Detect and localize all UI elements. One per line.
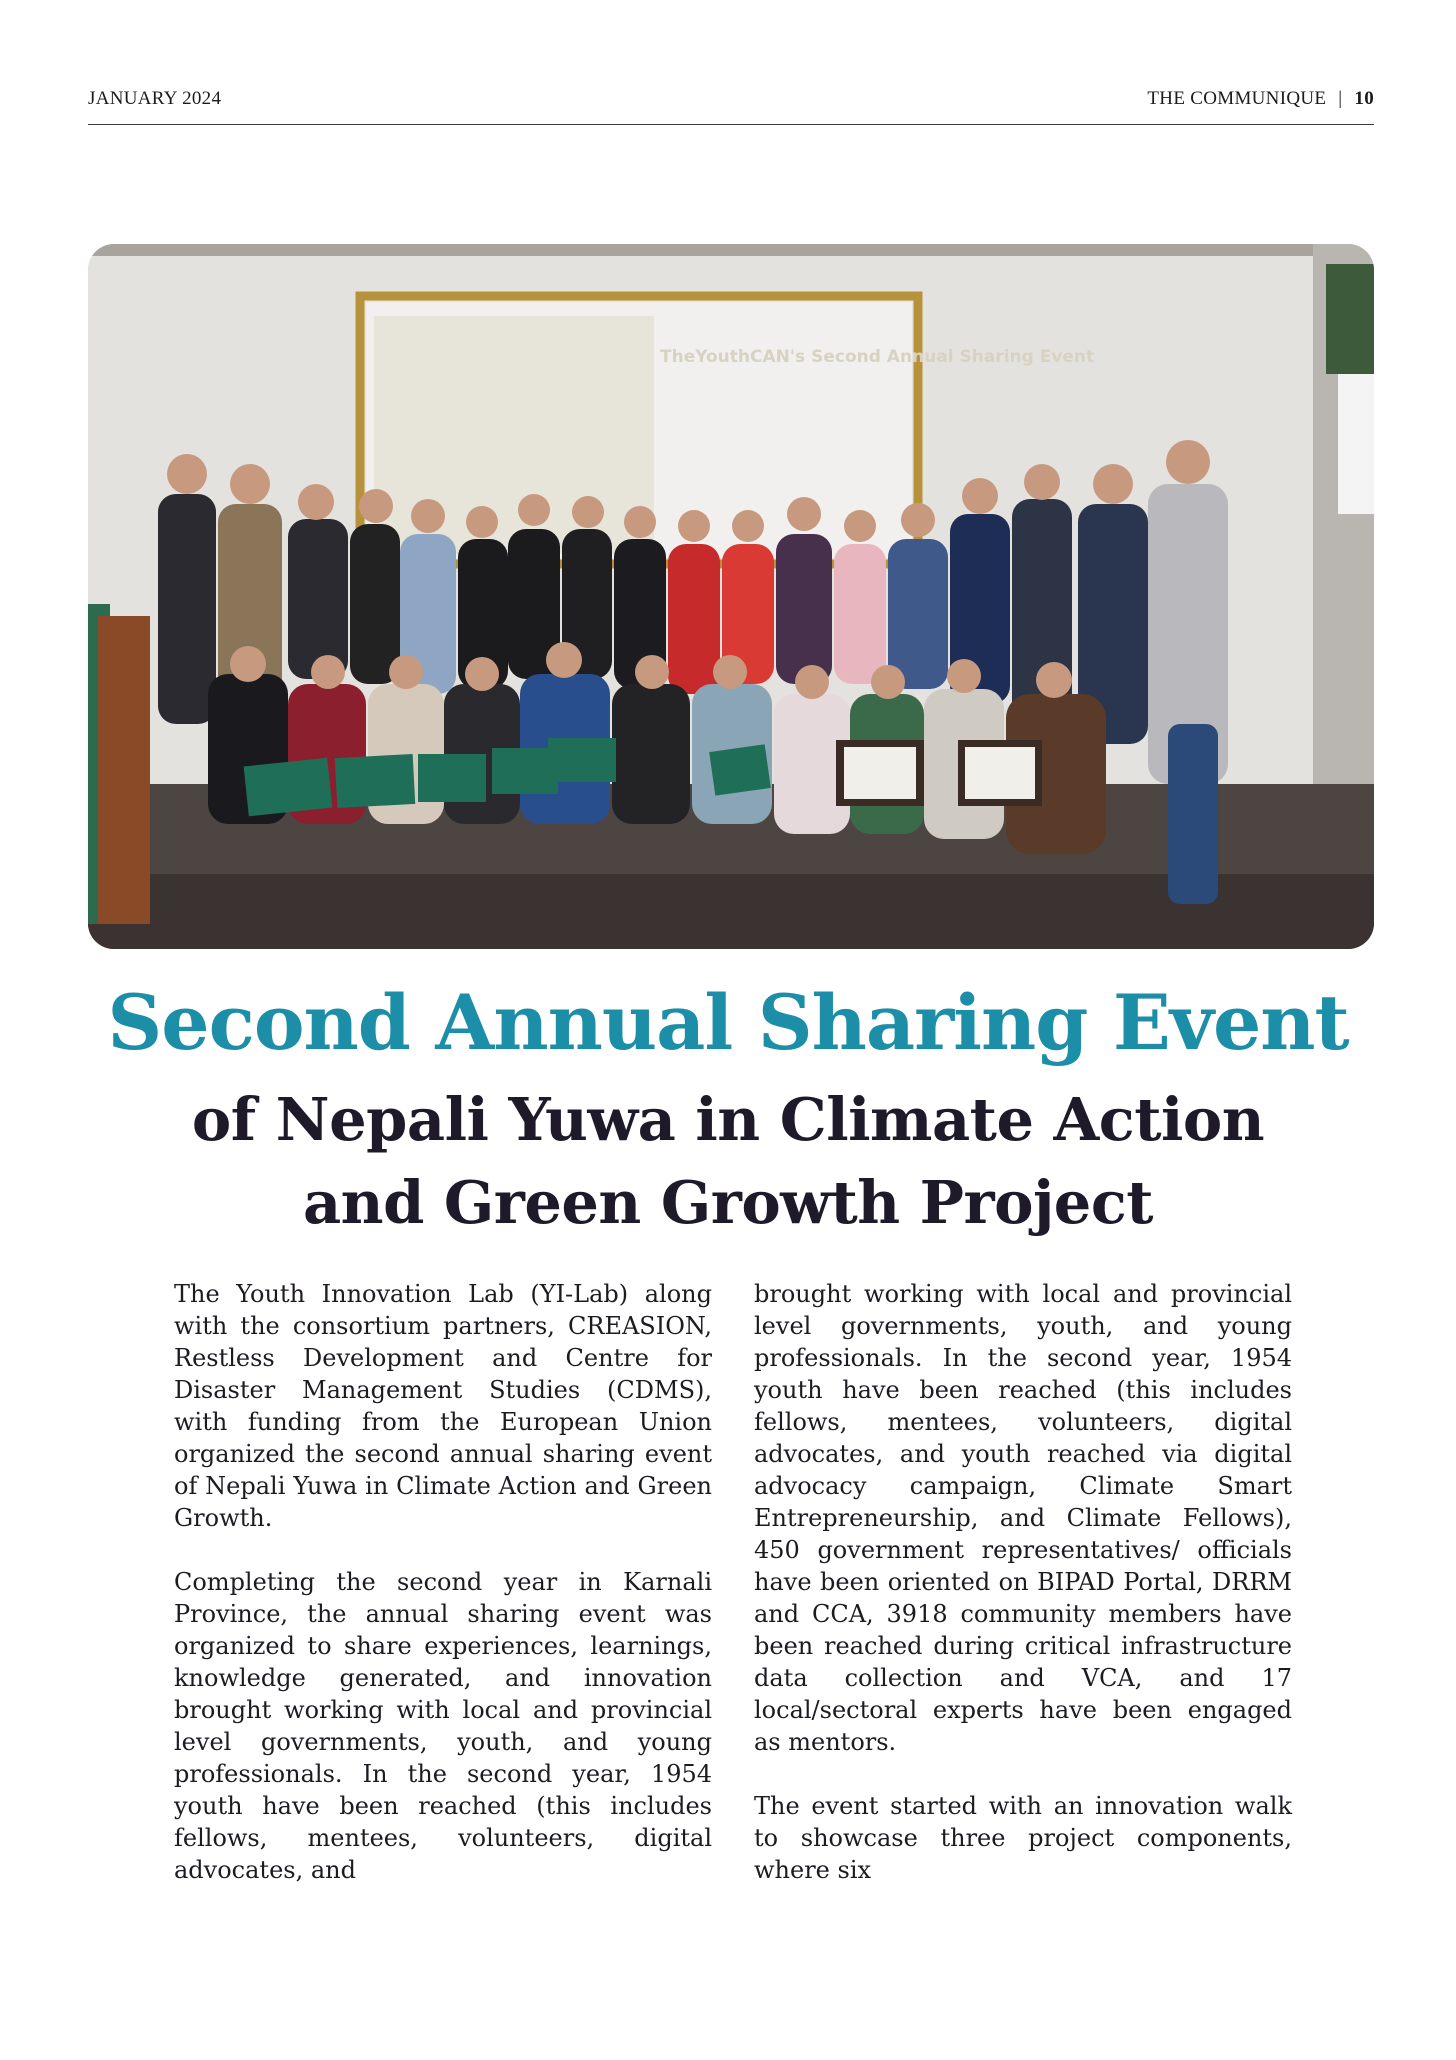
paragraph: Completing the second year in Karnali Province, the annual sharing event was organized to share experiences, learnings, knowledge generated, and innovation brought working with local and provincial level governments, youth, and young professionals. In the second year, 1954 youth have been reached (this includes fellows, mentees, volunteers, digital advocates, and bbox=[174, 1568, 712, 1884]
projector-screen-title: TheYouthCAN's Second Annual Sharing Event bbox=[660, 347, 1095, 367]
publication-name: THE COMMUNIQUE bbox=[1147, 88, 1327, 109]
publication-info bbox=[1147, 88, 1374, 110]
article-column-right bbox=[754, 1278, 1292, 1918]
article-column-left bbox=[174, 1278, 712, 1918]
subtitle-line-1: of Nepali Yuwa in Climate Action bbox=[191, 1085, 1265, 1154]
page-header bbox=[88, 86, 1374, 125]
paragraph: brought working with local and provincial level governments, youth, and young professionals. In the second year, 1954 youth have been reached (this includes fellows, mentees, volunteers, digital advocates, and youth reached via digital advocacy campaign, Climate Smart Entrepreneurship, and Climate Fellows), 450 government representatives/ officials have been oriented on BIPAD Portal, DRRM and CCA, 3918 community members have been reached during critical infrastructure data collection and VCA, and 17 local/sectoral experts have been engaged as mentors. bbox=[754, 1280, 1292, 1756]
article-title: Second Annual Sharing Event bbox=[107, 978, 1349, 1067]
group-photo bbox=[88, 244, 1374, 949]
article-subtitle bbox=[0, 1078, 1456, 1244]
header-separator: | bbox=[1338, 88, 1343, 109]
issue-date: JANUARY 2024 bbox=[88, 88, 222, 109]
paragraph: The Youth Innovation Lab (YI-Lab) along with the consortium partners, CREASION, Restless Development and Centre for Disaster Management Studies (CDMS), with funding from the European Union organized the second annual sharing event of Nepali Yuwa in Climate Action and Green Growth. bbox=[174, 1280, 712, 1532]
page-number: 10 bbox=[1354, 88, 1374, 109]
subtitle-line-2: and Green Growth Project bbox=[302, 1168, 1154, 1237]
paragraph: The event started with an innovation walk to showcase three project components, where six bbox=[754, 1792, 1292, 1884]
